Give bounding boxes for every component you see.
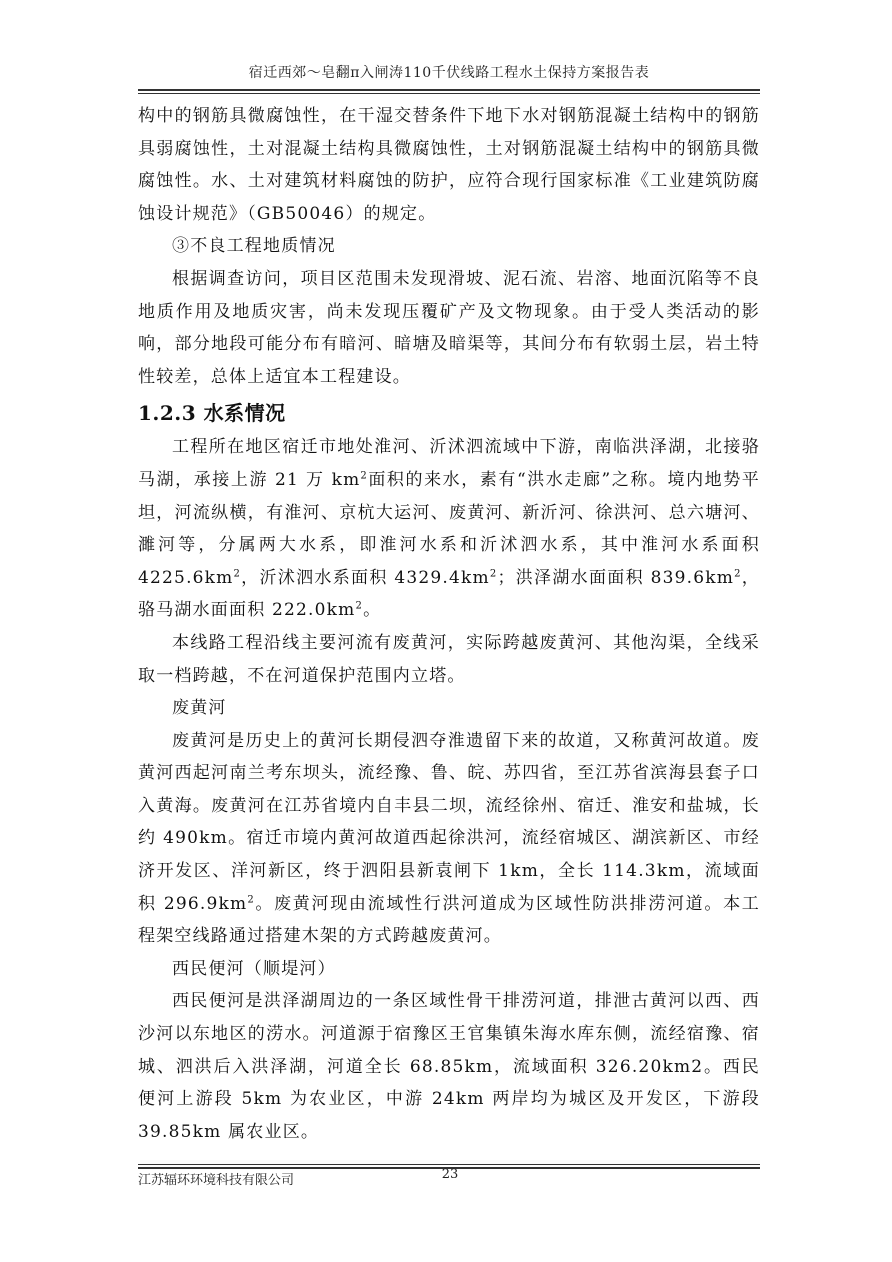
section-heading-water-system: 1.2.3 水系情况 [138, 401, 286, 426]
text-segment: 面积的来水，素有“洪水走廊”之称。境内地势平坦，河流纵横，有淮河、京杭大运河、废黄河、新沂河、徐洪河、总六塘河、濉河等，分属两大水系，即淮河水系和沂沭泗水系，其中淮河水系面积 4225.6km [138, 469, 761, 588]
footer-company: 江苏辐环环境科技有限公司 [138, 1173, 295, 1188]
footer-rule-thin [138, 1164, 760, 1165]
paragraph-ximinbianhe: 西民便河是洪泽湖周边的一条区域性骨干排涝河道，排泄古黄河以西、西沙河以东地区的涝水。河道源于宿豫区王官集镇朱海水库东侧，流经宿豫、宿城、泗洪后入洪泽湖，河道全长 68.85km，流域面积 326.20km2。西民便河上游段 5km 为农业区，中游 24km 两岸均为城区及开发区，下游段 39.85km 属农业区。 [138, 991, 760, 1142]
paragraph-corrosion: 构中的钢筋具微腐蚀性，在干湿交替条件下地下水对钢筋混凝土结构中的钢筋具弱腐蚀性，土对混凝土结构具微腐蚀性，土对钢筋混凝土结构中的钢筋具微腐蚀性。水、土对建筑材料腐蚀的防护，应符合现行国家标准《工业建筑防腐蚀设计规范》（GB50046）的规定。 [138, 106, 760, 224]
paragraph-water-system [138, 431, 760, 627]
text-segment: ，骆马湖水面面积 222.0km [138, 567, 760, 621]
text-segment: 。废黄河现由流域性行洪河道成为区域性防洪排涝河道。本工程架空线路通过搭建木架的方式跨越废黄河。 [138, 893, 760, 947]
superscript: 2 [247, 894, 255, 905]
header-rule [138, 89, 760, 91]
superscript: 2 [360, 470, 368, 482]
superscript: 2 [734, 568, 742, 580]
page-content [138, 100, 760, 1148]
superscript: 2 [489, 568, 498, 580]
page-number: 23 [441, 1167, 459, 1182]
paragraph-feihuanghe [138, 725, 760, 953]
text-segment: 工程所在地区宿迁市地处淮河、沂沭泗流域中下游，南临洪泽湖，北接骆马湖，承接上游 21 万 km [138, 437, 760, 490]
subheading-feihuanghe: 废黄河 [172, 698, 227, 719]
paragraph-river-crossing: 本线路工程沿线主要河流有废黄河，实际跨越废黄河、其他沟渠，全线采取一档跨越，不在河道保护范围内立塔。 [138, 632, 760, 686]
text-segment: 废黄河是历史上的黄河长期侵泗夺淮遗留下来的故道，又称黄河故道。废黄河西起河南兰考东坝头，流经豫、鲁、皖、苏四省，至江苏省滨海县套子口入黄海。废黄河在江苏省境内自丰县二坝，流经徐州、宿迁、淮安和盐城，长约 490km。宿迁市境内黄河故道西起徐洪河，流经宿城区、湖滨新区、市经济开发区、洋河新区，终于泗阳县新袁闸下 1km，全长 114.3km，流域面积 296.9km [138, 730, 760, 914]
page-header-title: 宿迁西郊～皂翻π入闸涛110千伏线路工程水土保持方案报告表 [248, 65, 650, 81]
superscript: 2 [233, 568, 242, 580]
subheading-ximinbianhe: 西民便河（顺堤河） [172, 958, 336, 979]
text-segment: ，沂沭泗水系面积 4329.4km [241, 567, 490, 588]
superscript: 2 [355, 600, 364, 612]
header-rule-thin [138, 93, 760, 94]
text-segment: 。 [363, 600, 382, 621]
paragraph-adverse-geology: 根据调查访问，项目区范围未发现滑坡、泥石流、岩溶、地面沉陷等不良地质作用及地质灾害，尚未发现压覆矿产及文物现象。由于受人类活动的影响，部分地段可能分布有暗河、暗塘及暗渠等，其间分布有软弱土层，岩土特性较差，总体上适宜本工程建设。 [138, 268, 760, 387]
subheading-adverse-geology: ③不良工程地质情况 [172, 236, 336, 257]
text-segment: ；洪泽湖水面面积 839.6km [497, 567, 735, 588]
